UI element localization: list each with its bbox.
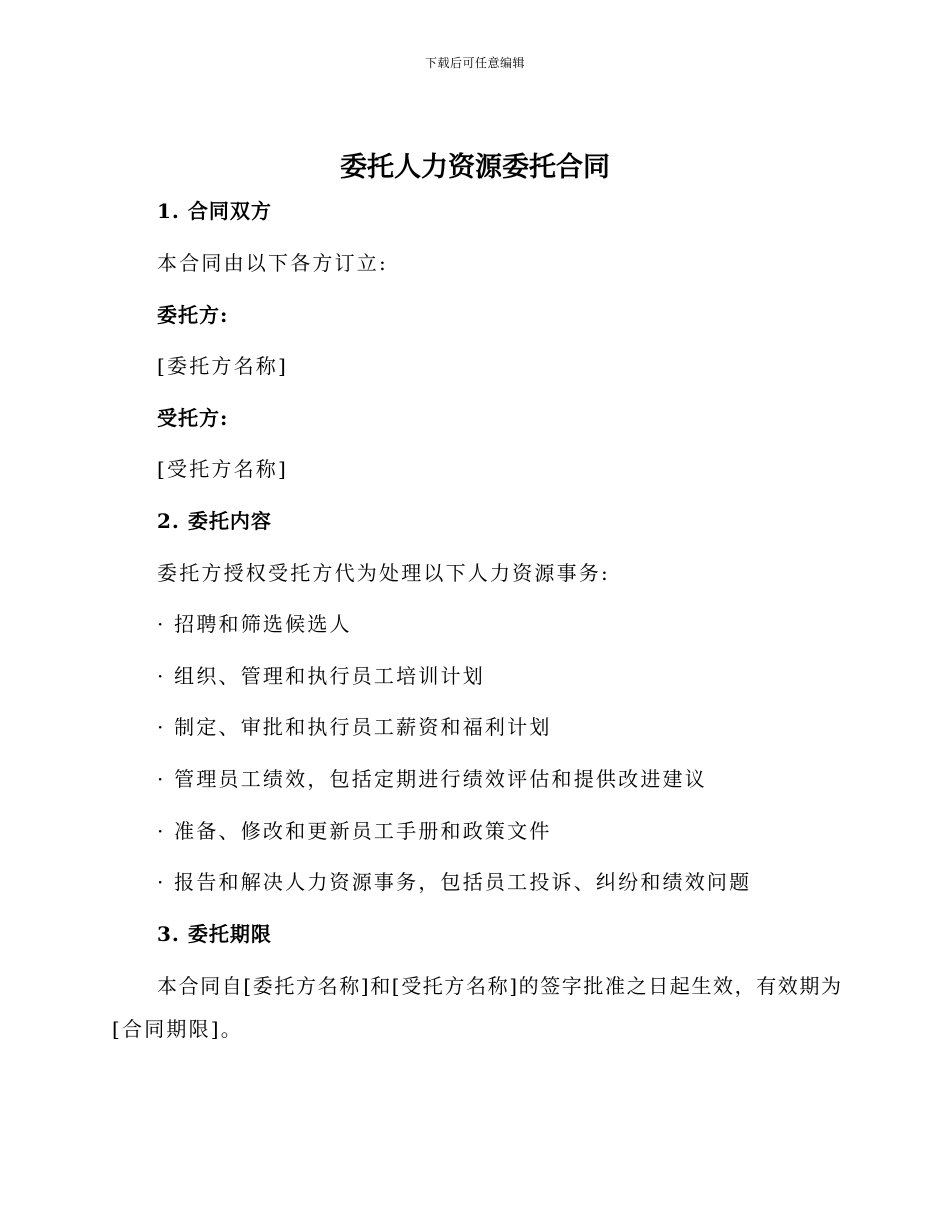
list-item: · 组织、管理和执行员工培训计划 [157,664,485,688]
header-note: 下载后可任意编辑 [424,56,525,70]
list-item: · 报告和解决人力资源事务，包括员工投诉、纠纷和绩效问题 [157,870,752,894]
list-item: · 制定、审批和执行员工薪资和福利计划 [157,715,552,739]
principal-label: 委托方: [157,303,229,327]
section-2-heading: 2. 委托内容 [157,509,272,533]
section-3-paragraph-line-1: 本合同自[委托方名称]和[受托方名称]的签字批准之日起生效，有效期为 [157,974,843,998]
section-2-intro: 委托方授权受托方代为处理以下人力资源事务: [157,561,610,585]
section-1-intro: 本合同由以下各方订立: [157,251,388,275]
list-item: · 管理员工绩效，包括定期进行绩效评估和提供改进建议 [157,767,707,791]
list-item: · 准备、修改和更新员工手册和政策文件 [157,819,552,843]
section-3-heading: 3. 委托期限 [157,922,272,946]
agent-value: [受托方名称] [157,457,289,481]
section-1-heading: 1. 合同双方 [157,199,272,223]
section-3-paragraph-line-2: [合同期限]。 [112,1017,244,1041]
document-title: 委托人力资源委托合同 [340,152,610,183]
agent-label: 受托方: [157,406,229,430]
principal-value: [委托方名称] [157,354,289,378]
list-item: · 招聘和筛选候选人 [157,612,352,636]
